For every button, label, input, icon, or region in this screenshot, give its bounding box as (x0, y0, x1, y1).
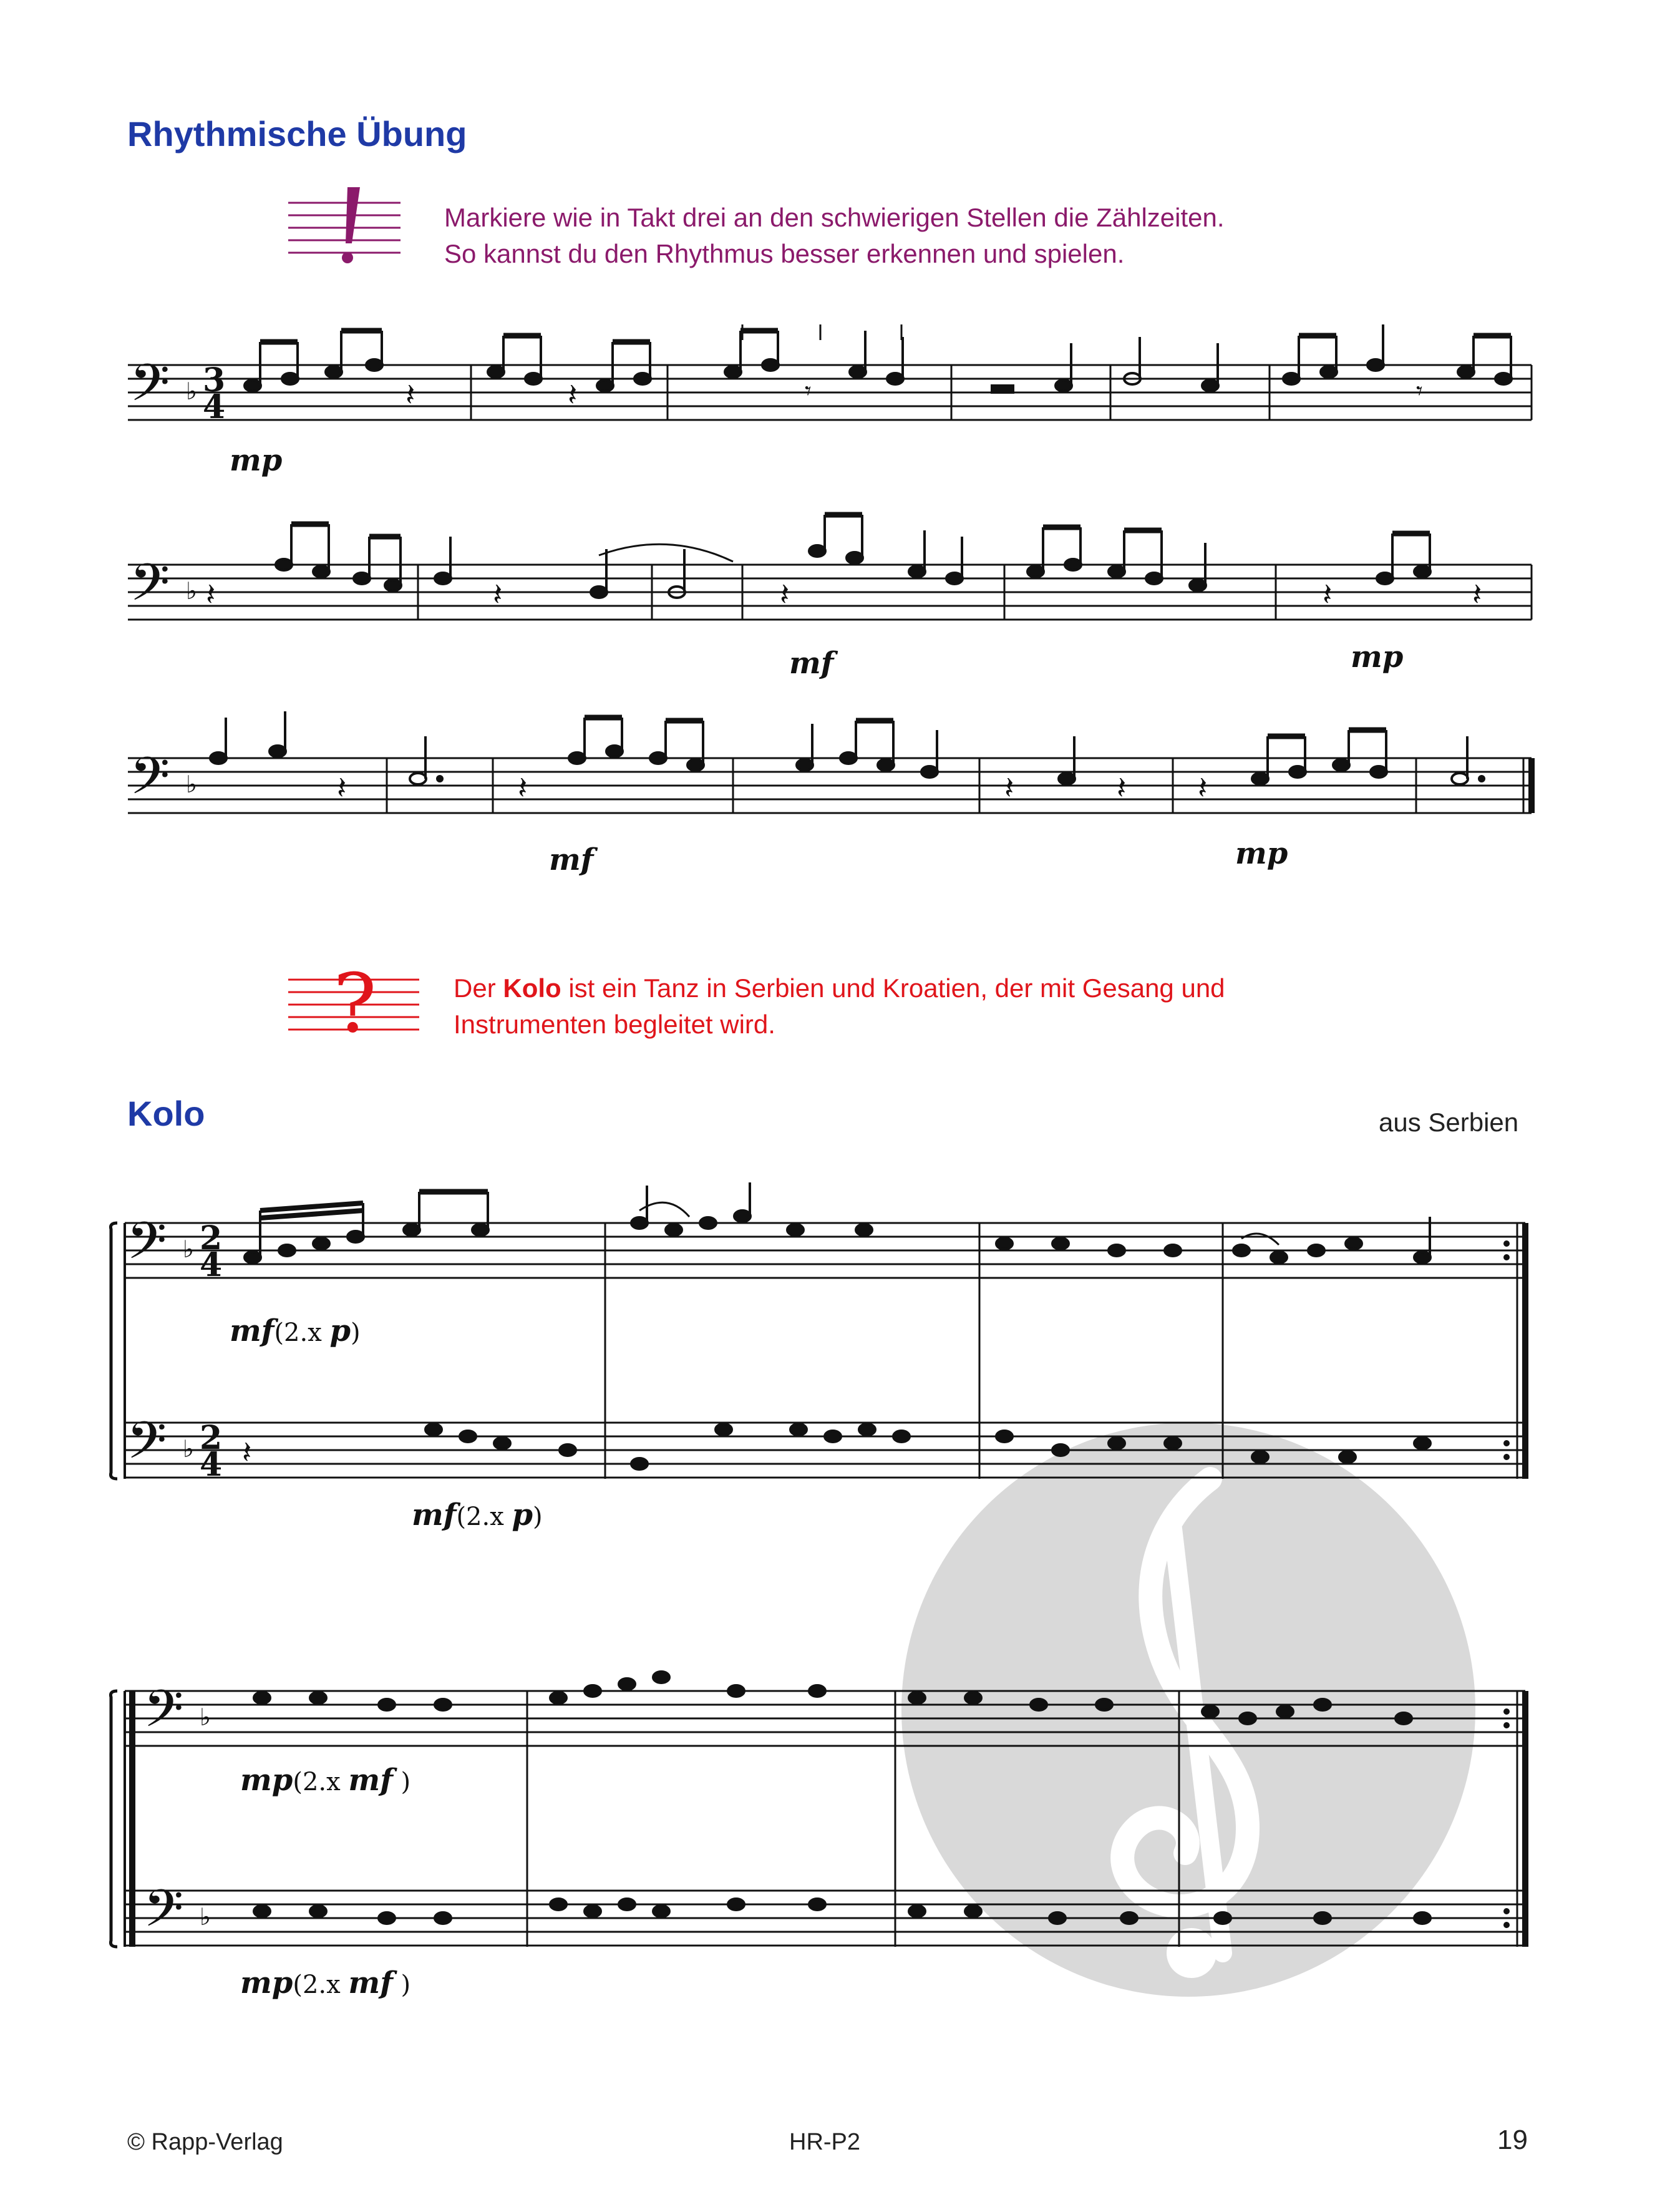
svg-text:𝄽: 𝄽 (1117, 770, 1127, 806)
kolo-dyn-paren-close: ) (533, 1503, 543, 1531)
time-signature-bottom: 4 (203, 388, 226, 426)
dynamic-mf-row2: mf (789, 646, 834, 681)
kolo-score (106, 1173, 1541, 2009)
section-title-rhythmic-exercise: Rhythmische Übung (127, 114, 467, 153)
svg-text:𝄽: 𝄽 (780, 577, 790, 613)
hint-exclamation-staff-icon (288, 184, 401, 265)
kolo-dyn-paren-value: mf (348, 1763, 393, 1798)
kolo-system2-lower-notes (254, 1899, 1430, 1924)
svg-text:𝄢: 𝄢 (143, 1678, 184, 1751)
kolo-dyn-paren-value: p (512, 1498, 533, 1532)
svg-text:𝄢: 𝄢 (127, 1410, 167, 1483)
kolo-info-text (454, 970, 1225, 1043)
info-question-staff-icon (288, 958, 419, 1045)
notes-row-3 (210, 711, 1484, 784)
kolo-system2-upper-staff (125, 1691, 1525, 1947)
svg-text:𝄽: 𝄽 (568, 377, 578, 413)
svg-text:𝄽: 𝄽 (242, 1435, 252, 1471)
svg-text:♭: ♭ (186, 577, 197, 605)
section-title-kolo: Kolo (127, 1094, 205, 1133)
dynamic-mp-row1: mp (230, 443, 283, 478)
rhythmic-exercise-score (119, 312, 1541, 899)
svg-text:𝄽: 𝄽 (206, 577, 216, 613)
svg-text:𝄾: 𝄾 (1416, 377, 1423, 406)
svg-text:♭: ♭ (183, 1235, 194, 1263)
kolo-time-signature-bottom-lower: 4 (200, 1446, 223, 1484)
svg-text:?: ? (333, 958, 377, 1045)
kolo-info-prefix: Der (454, 973, 503, 1003)
svg-text:𝄾: 𝄾 (805, 377, 812, 406)
footer-code: HR-P2 (789, 2129, 861, 2155)
svg-text:♭: ♭ (200, 1703, 211, 1731)
kolo-dyn-paren-open: (2.x (293, 1970, 349, 1999)
origin-label: aus Serbien (1379, 1108, 1519, 1137)
kolo-time-signature-top-upper: 2 (200, 1219, 223, 1257)
hint-text (444, 200, 1225, 272)
footer-copyright: © Rapp-Verlag (127, 2129, 283, 2155)
svg-text:𝄽: 𝄽 (1004, 770, 1014, 806)
svg-text:𝄢: 𝄢 (143, 1878, 184, 1951)
notes-row-2 (276, 515, 1430, 598)
kolo-dyn-main: mp (240, 1763, 293, 1798)
kolo-info-rest: ist ein Tanz in Serbien und Kroatien, der mit Gesang und (561, 973, 1225, 1003)
kolo-dyn-paren-value: p (329, 1313, 351, 1348)
kolo-info-keyword: Kolo (503, 973, 561, 1003)
staff-row-2 (128, 565, 1532, 620)
svg-text:♭: ♭ (183, 1435, 194, 1463)
kolo-dyn-paren-close: ) (392, 1768, 411, 1796)
dynamic-mp-row2: mp (1351, 640, 1404, 675)
svg-text:𝄢: 𝄢 (130, 552, 170, 625)
kolo-dyn-paren-open: (2.x (274, 1318, 330, 1347)
svg-text:𝄽: 𝄽 (1472, 577, 1482, 613)
kolo-dyn-paren-open: (2.x (456, 1503, 512, 1531)
hint-line-2: So kannst du den Rhythmus besser erkennen und spielen. (444, 239, 1125, 268)
svg-text:♭: ♭ (200, 1903, 211, 1931)
kolo-dynamic-sys2-lower (240, 1966, 410, 2000)
kolo-time-signature-bottom-upper: 4 (200, 1246, 223, 1284)
svg-text:𝄢: 𝄢 (130, 746, 170, 819)
svg-text:𝄽: 𝄽 (337, 770, 347, 806)
kolo-system2-upper-notes (254, 1672, 1412, 1724)
kolo-time-signature-top-lower: 2 (200, 1419, 223, 1457)
svg-text:𝄽: 𝄽 (493, 577, 503, 613)
kolo-system1-lower-notes (425, 1424, 1430, 1469)
kolo-info-line-2: Instrumenten begleitet wird. (454, 1010, 775, 1039)
bass-clef-icon: 𝄢 (130, 353, 170, 426)
kolo-info-line-1 (454, 970, 1225, 1006)
kolo-dyn-main: mf (412, 1498, 457, 1532)
kolo-dyn-main: mf (230, 1313, 274, 1348)
svg-text:𝄽: 𝄽 (518, 770, 528, 806)
kolo-dyn-paren-open: (2.x (293, 1768, 349, 1796)
dynamic-mp-row3: mp (1235, 836, 1288, 871)
page-number: 19 (1497, 2125, 1528, 2155)
dynamic-mf-row3: mf (549, 842, 594, 877)
kolo-system1-lower-staff (125, 1423, 1525, 1478)
kolo-dynamic-sys1-upper (230, 1313, 361, 1348)
time-signature-top: 3 (203, 361, 226, 399)
svg-text:𝄢: 𝄢 (127, 1211, 167, 1284)
kolo-dyn-paren-value: mf (348, 1966, 393, 2000)
kolo-dyn-paren-close: ) (392, 1970, 411, 1999)
kolo-dyn-paren-close: ) (351, 1318, 361, 1347)
hint-line-1: Markiere wie in Takt drei an den schwierigen Stellen die Zählzeiten. (444, 203, 1225, 232)
svg-text:𝄽: 𝄽 (405, 377, 415, 413)
svg-text:♭: ♭ (186, 378, 197, 405)
kolo-system1-upper-staff (125, 1223, 1525, 1479)
svg-text:♭: ♭ (186, 771, 197, 798)
notes-row-1 (245, 324, 1512, 392)
kolo-dynamic-sys1-lower (412, 1498, 543, 1532)
kolo-dynamic-sys2-upper (240, 1763, 410, 1798)
svg-text:𝄽: 𝄽 (1198, 770, 1208, 806)
svg-text:𝄽: 𝄽 (1323, 577, 1333, 613)
kolo-dyn-main: mp (240, 1966, 293, 2000)
